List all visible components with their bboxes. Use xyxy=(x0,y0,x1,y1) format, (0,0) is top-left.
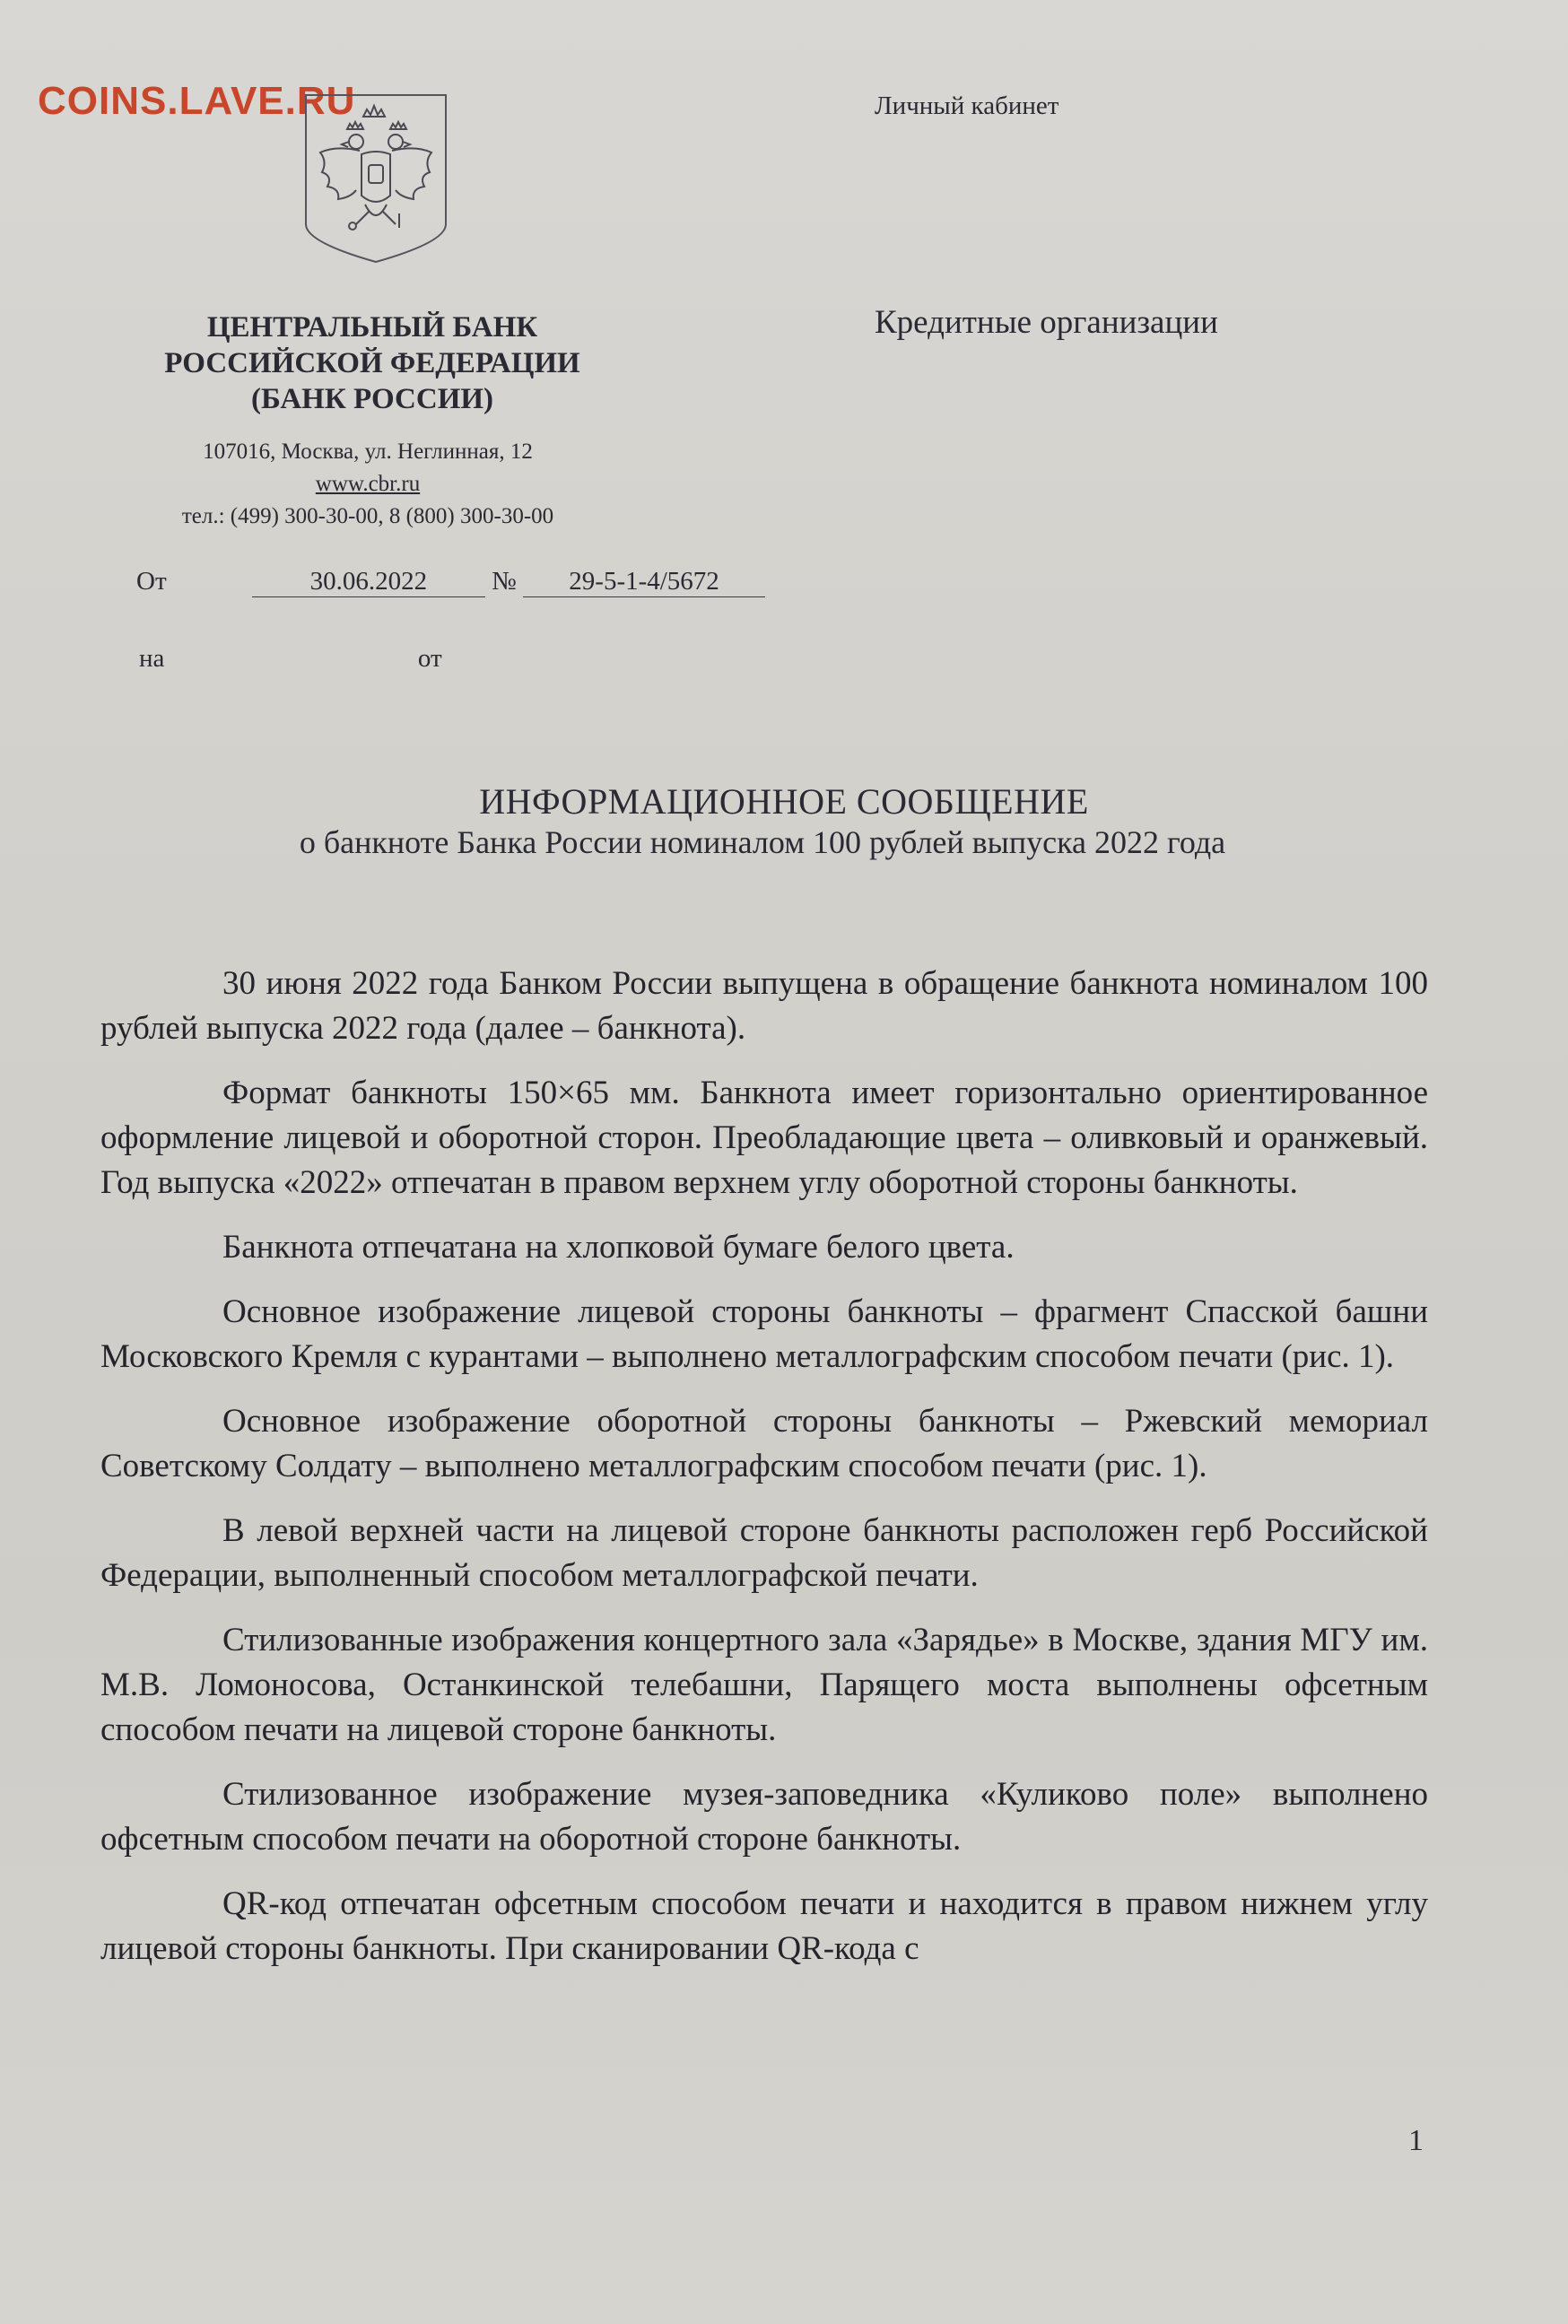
reference-line xyxy=(136,567,765,597)
reply-line xyxy=(139,644,442,674)
double-headed-eagle-icon xyxy=(301,90,451,265)
document-subtitle: о банкноте Банка России номиналом 100 рублей выпуска 2022 года xyxy=(299,824,1226,860)
document-body xyxy=(100,962,1428,1991)
document-title: ИНФОРМАЦИОННОЕ СООБЩЕНИЕ xyxy=(479,781,1089,822)
bank-website: www.cbr.ru xyxy=(315,472,421,496)
bank-name-line: ЦЕНТРАЛЬНЫЙ БАНК xyxy=(206,311,538,344)
from-label: От xyxy=(136,567,167,596)
recipient-personal-account: Личный кабинет xyxy=(875,91,1059,120)
paragraph: Стилизованные изображения концертного зала «Зарядье» в Москве, здания МГУ им. М.В. Ломоносова, Останкинской телебашни, Парящего моста выполнены офсетным способом печати на лицевой стороне банкноты. xyxy=(100,1622,1428,1748)
bank-name-line: РОССИЙСКОЙ ФЕДЕРАЦИИ xyxy=(164,347,580,379)
paragraph: Стилизованное изображение музея-заповедника «Куликово поле» выполнено офсетным способом печати на оборотной стороне банкноты. xyxy=(100,1776,1428,1858)
paragraph: Банкнота отпечатана на хлопковой бумаге белого цвета. xyxy=(222,1229,1015,1266)
paragraph: В левой верхней части на лицевой стороне банкноты расположен герб Российской Федерации, выполненный способом металлографской печати. xyxy=(100,1512,1428,1594)
paragraph: Основное изображение лицевой стороны банкноты – фрагмент Спасской башни Московского Кремля с курантами – выполнено металлографским способом печати (рис. 1). xyxy=(100,1293,1428,1375)
paragraph: 30 июня 2022 года Банком России выпущена в обращение банкнота номиналом 100 рублей выпуска 2022 года (далее – банкнота). xyxy=(100,965,1428,1047)
page-number: 1 xyxy=(1408,2124,1424,2157)
bank-phones: тел.: (499) 300-30-00, 8 (800) 300-30-00 xyxy=(181,504,554,528)
document-date: 30.06.2022 xyxy=(252,567,485,597)
paragraph: Формат банкноты 150×65 мм. Банкнота имеет горизонтально ориентированное оформление лицевой и оборотной сторон. Преобладающие цвета – оливковый и оранжевый. Год выпуска «2022» отпечатан в правом верхнем углу оборотной стороны банкноты. xyxy=(100,1075,1428,1201)
paragraph: Основное изображение оборотной стороны банкноты – Ржевский мемориал Советскому Солдату – выполнено металлографским способом печати (рис. 1). xyxy=(100,1403,1428,1484)
bank-address: 107016, Москва, ул. Неглинная, 12 xyxy=(203,440,533,464)
bank-name-line: (БАНК РОССИИ) xyxy=(250,383,494,415)
reply-label: на xyxy=(139,644,165,673)
bank-name xyxy=(126,309,619,417)
bank-contacts xyxy=(135,436,601,533)
paragraph: QR-код отпечатан офсетным способом печати и находится в правом нижнем углу лицевой стороны банкноты. При сканировании QR-кода с xyxy=(100,1885,1428,1967)
number-label: № xyxy=(492,567,517,596)
reply-from-label: от xyxy=(417,644,442,673)
watermark-text: COINS.LAVE.RU xyxy=(38,79,356,123)
document-number: 29-5-1-4/5672 xyxy=(523,567,765,597)
recipient-credit-organizations: Кредитные организации xyxy=(875,304,1218,341)
